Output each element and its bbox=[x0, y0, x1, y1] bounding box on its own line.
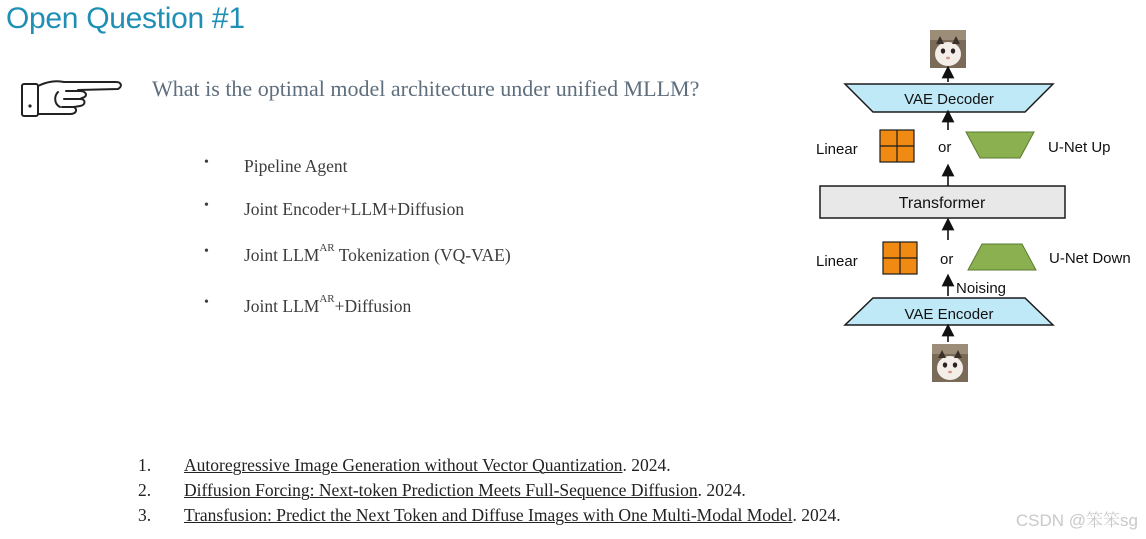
reference-link[interactable]: Diffusion Forcing: Next-token Prediction Meets Full-Sequence Diffusion bbox=[184, 480, 698, 500]
bullet-dot: • bbox=[204, 244, 209, 259]
option-text: Pipeline Agent bbox=[244, 156, 348, 176]
bullet-dot: • bbox=[204, 295, 209, 310]
unet-down-label: U-Net Down bbox=[1049, 250, 1131, 267]
cat-image-input bbox=[932, 344, 968, 382]
linear-bottom-label: Linear bbox=[816, 253, 858, 270]
slide-title: Open Question #1 bbox=[6, 2, 245, 35]
reference-number: 2. bbox=[138, 480, 152, 500]
architecture-diagram bbox=[810, 28, 1146, 388]
or-bottom-label: or bbox=[940, 251, 954, 268]
pointing-hand-icon bbox=[20, 74, 124, 122]
bullet-dot: • bbox=[204, 155, 209, 170]
unet-up-label: U-Net Up bbox=[1048, 139, 1111, 156]
linear-top-block bbox=[880, 130, 914, 162]
linear-top-label: Linear bbox=[816, 141, 858, 158]
vae-encoder-label: VAE Encoder bbox=[904, 306, 994, 323]
reference-year: . 2024. bbox=[697, 480, 746, 500]
linear-bottom-block bbox=[883, 242, 917, 274]
reference-link[interactable]: Transfusion: Predict the Next Token and Diffuse Images with One Multi-Modal Model bbox=[184, 505, 793, 525]
transformer-label: Transformer bbox=[898, 195, 986, 212]
question-text: What is the optimal model architecture under unified MLLM? bbox=[152, 76, 700, 101]
reference-number: 3. bbox=[138, 505, 152, 525]
cat-image-output bbox=[930, 30, 966, 68]
option-text: Joint $LLM^{AR}+Diffusion$ bbox=[244, 293, 412, 316]
watermark: CSDN @笨笨sg bbox=[1015, 511, 1138, 530]
unet-down-block bbox=[968, 244, 1036, 270]
option-text: Joint Encoder+LLM+Diffusion bbox=[244, 199, 465, 219]
reference-link[interactable]: Autoregressive Image Generation without Vector Quantization bbox=[184, 455, 623, 475]
superscript: AR bbox=[319, 293, 335, 305]
reference-year: . 2024. bbox=[622, 455, 671, 475]
unet-up-block bbox=[966, 132, 1034, 158]
option-text: Joint $LLM^{AR}$ Tokenization (VQ-VAE) bbox=[244, 242, 511, 265]
vae-decoder-label: VAE Decoder bbox=[904, 91, 994, 108]
superscript: AR bbox=[319, 242, 335, 254]
reference-year: . 2024. bbox=[792, 505, 841, 525]
or-top-label: or bbox=[938, 139, 952, 156]
bullet-dot: • bbox=[204, 198, 209, 213]
noising-label: Noising bbox=[956, 280, 1007, 297]
reference-number: 1. bbox=[138, 455, 152, 475]
